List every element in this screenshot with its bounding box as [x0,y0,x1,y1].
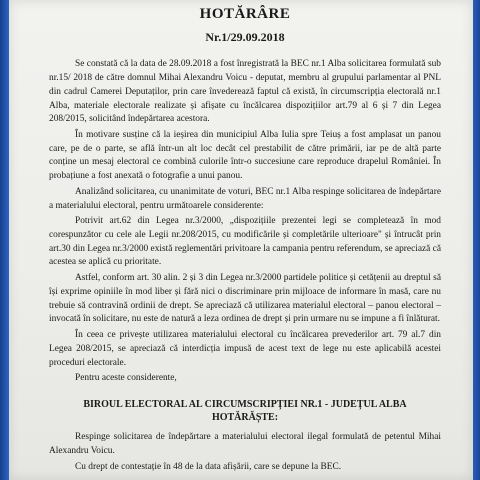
decides-heading: HOTĂRĂȘTE: [211,412,279,424]
bureau-heading: BIROUL ELECTORAL AL CIRCUMSCRIPȚIEI NR.1 - JUDEȚUL ALBA [83,398,407,410]
document-sheet [9,0,473,480]
document-body [49,2,441,477]
paragraph-analysis: Analizând solicitarea, cu unanimitate de voturi, BEC nr.1 Alba respinge solicitarea de îndepărtare a materialului electoral, pentru următoarele considerente: [49,186,441,211]
paragraph-free-expression: Astfel, conform art. 30 alin. 2 și 3 din Legea nr.3/2000 partidele politice și cetățenii au dreptul să își exprime opiniile în mod liber și fără nici o discriminare prin mijloace de informare în masă, care nu trebuie să contravină ordinii de drept. Se apreciază că utilizarea materialul electoral – panou electoral – invocată în solicitare, nu este de natură a leza ordinea de drept și prin urmare nu se impune a fi înlăturat. [49,273,441,325]
document-title: HOTĂRÂRE [199,6,291,22]
blue-board-right [473,0,480,480]
paragraph-motivation: În motivare susține că la ieșirea din municipiul Alba Iulia spre Teiuș a fost amplasat un panou care, pe de o parte, se află într-un alt loc decât cel prestabilit de către primării, iar pe de altă parte conține un mesaj electoral ce combină culorile într-o succesiune care reproduce drapelul României. În probațiune a fost anexată o fotografie a unui panou. [49,130,441,182]
paragraph-considerations: Pentru aceste considerente, [75,373,177,384]
paragraph-registration: Se constată că la data de 28.09.2018 a fost înregistrată la BEC nr.1 Alba solicitarea formulată sub nr.15/ 2018 de către domnul Mihai Alexandru Voicu - deputat, membru al grupului parlamentar al PNL din cadrul Camerei Deputaților, prin care învederează faptul că există, în circumscripția electorală nr.1 Alba, materiale electorale realizate și afișate cu încălcarea dispozițiilor art.79 al 6 și 7 din Legea 208/2015, solicitând îndepărtarea acestora. [49,59,441,125]
decision-reject: Respinge solicitarea de îndepărtare a materialului electoral ilegal formulată de petentul Mihai Alexandru Voicu. [49,431,441,456]
blue-board-left [0,0,9,480]
decision-appeal: Cu drept de contestație în 48 de la data afișării, care se depune la BEC. [75,462,342,473]
document-number: Nr.1/29.09.2018 [205,29,285,44]
paragraph-legal-basis: Potrivit art.62 din Legea nr.3/2000, „dispozițiile prezentei legi se completează în mod corespunzător cu cele ale Legii nr.208/2015, cu modificările și completările ulterioare" și întrucât prin art.30 din Legea nr.3/2000 există reglementări privitoare la campania pentru referendum, se apreciază că acestea se aplică cu prioritate. [49,216,442,268]
paragraph-art79: În ceea ce privește utilizarea materialului electoral cu încălcarea prevederilor art. 79 al.7 din Legea 208/2015, se apreciază că interdicția impusă de acest text de lege nu este aplicabilă acestei proceduri electorale. [49,330,441,368]
